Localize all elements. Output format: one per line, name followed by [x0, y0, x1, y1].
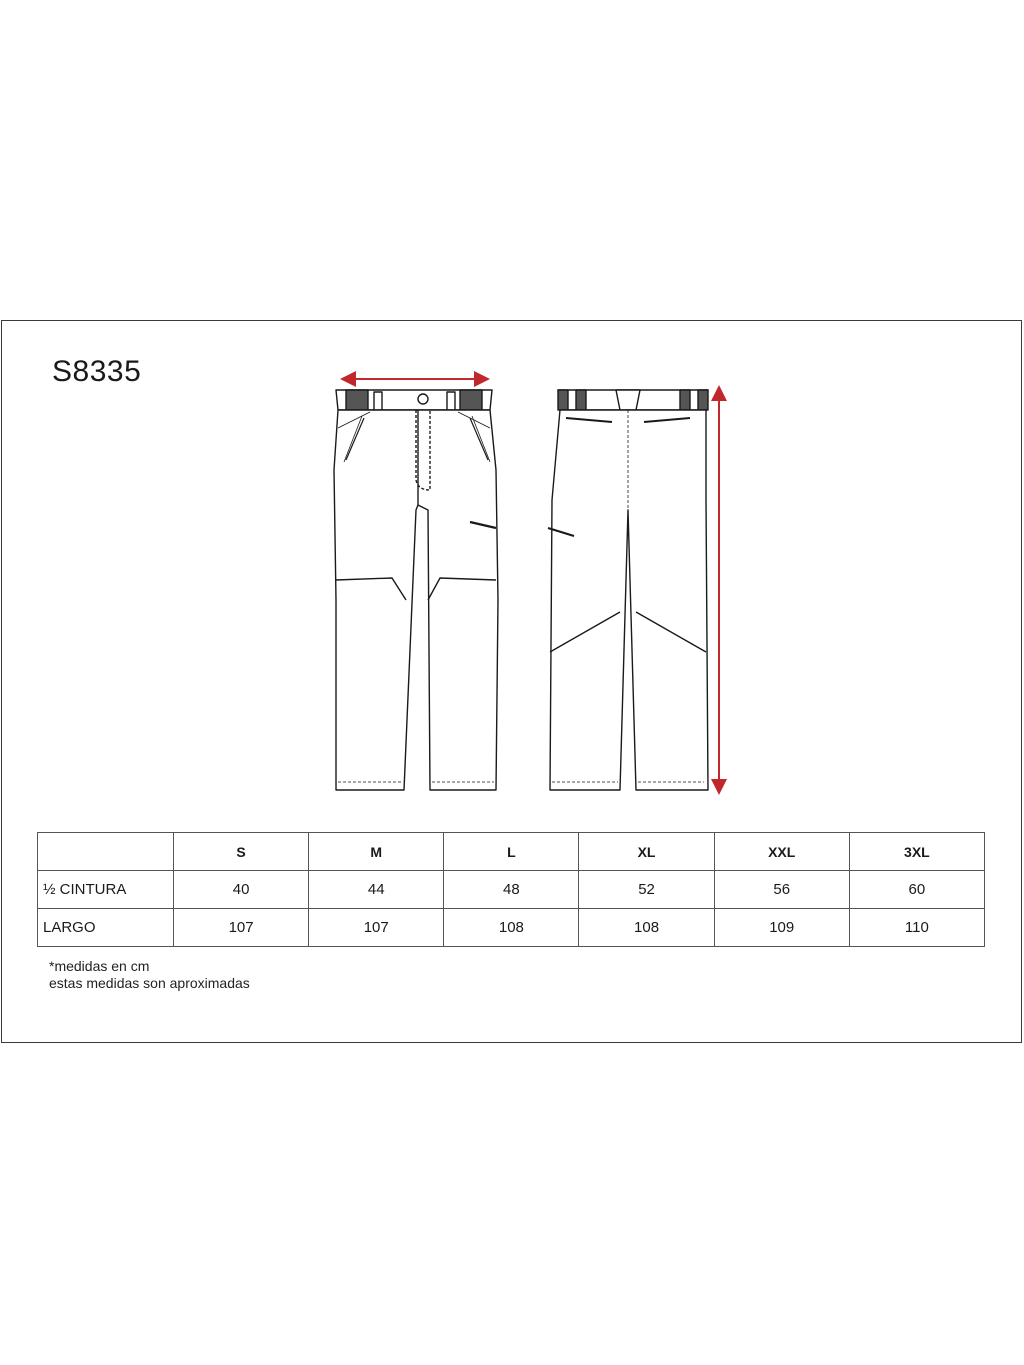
measure-cell: 56 — [714, 871, 849, 909]
size-header: 3XL — [849, 833, 984, 871]
size-table — [37, 832, 985, 947]
size-header-row — [38, 833, 985, 871]
measure-cell: 108 — [444, 909, 579, 947]
size-header: XXL — [714, 833, 849, 871]
table-row-half-waist — [38, 871, 985, 909]
table-row-length — [38, 909, 985, 947]
note-approximate: estas medidas son aproximadas — [49, 975, 250, 991]
size-header: M — [309, 833, 444, 871]
measure-cell: 107 — [174, 909, 309, 947]
measure-cell: 52 — [579, 871, 714, 909]
product-code: S8335 — [52, 355, 142, 388]
row-label: ½ CINTURA — [38, 871, 174, 909]
size-header: XL — [579, 833, 714, 871]
size-header: L — [444, 833, 579, 871]
measure-cell: 107 — [309, 909, 444, 947]
note-units: *medidas en cm — [49, 958, 150, 974]
pants-front-view — [334, 390, 498, 790]
measure-cell: 44 — [309, 871, 444, 909]
pants-back-view — [548, 390, 708, 790]
header-blank-cell — [38, 833, 174, 871]
measure-cell: 110 — [849, 909, 984, 947]
measure-cell: 60 — [849, 871, 984, 909]
measure-cell: 40 — [174, 871, 309, 909]
row-label: LARGO — [38, 909, 174, 947]
measure-cell: 48 — [444, 871, 579, 909]
measurement-notes — [49, 958, 250, 992]
measure-cell: 109 — [714, 909, 849, 947]
measure-cell: 108 — [579, 909, 714, 947]
size-header: S — [174, 833, 309, 871]
